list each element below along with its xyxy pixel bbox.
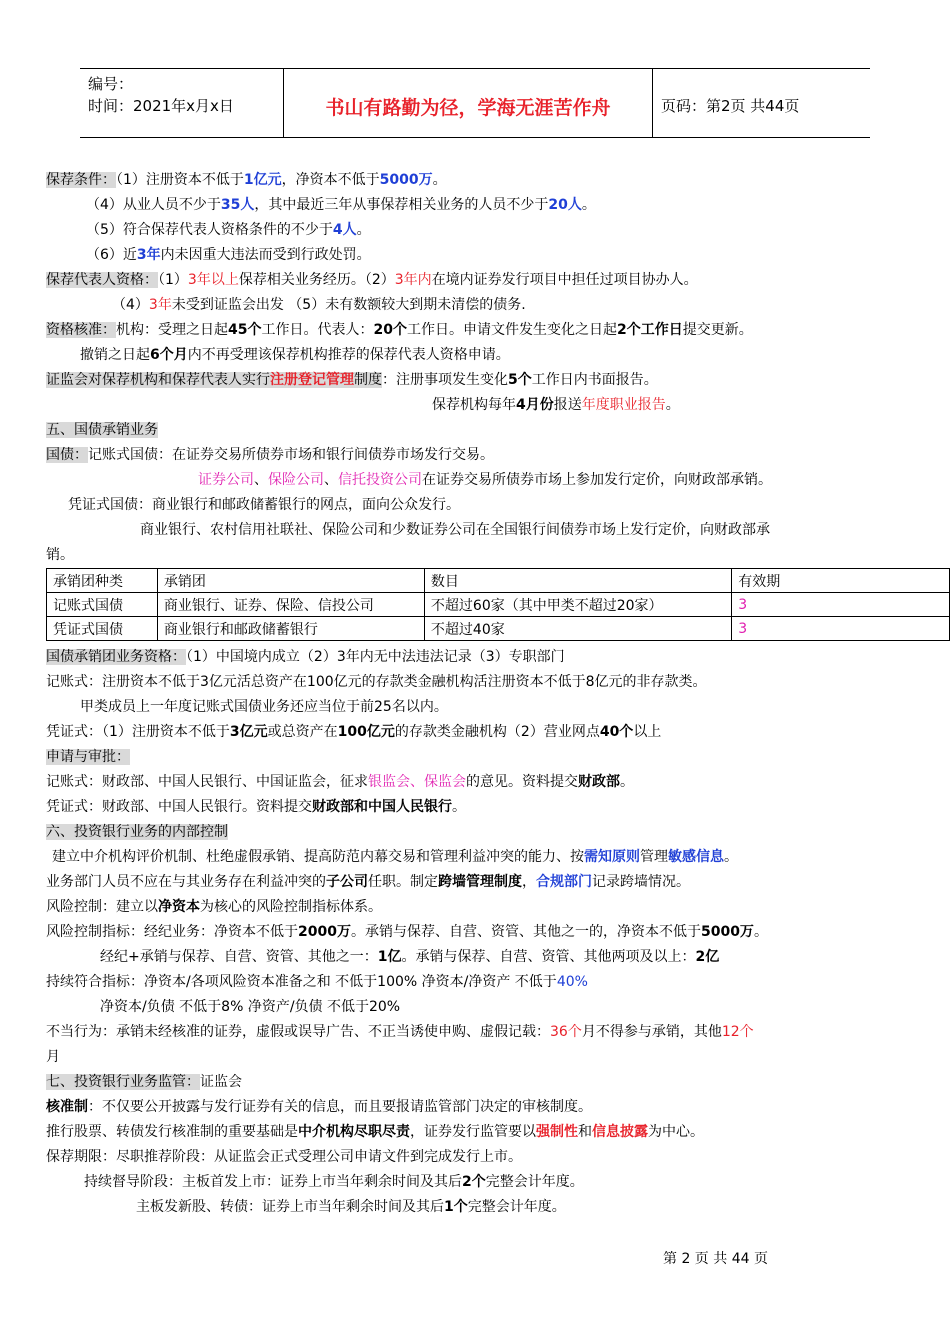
text-segment: 、 xyxy=(254,472,268,488)
text-segment: 。 xyxy=(452,799,466,815)
text-line xyxy=(46,897,382,917)
text-segment: 1个 xyxy=(444,1199,468,1215)
page-footer: 第 2 页 共 44 页 xyxy=(663,1251,768,1267)
text-segment: 记账式：注册资本不低于3亿元活总资产在100亿元的存款类金融机构活注册资本不低于8亿元的非存款类。 xyxy=(46,674,707,690)
text-segment: （1）注册资本不低于 xyxy=(116,172,244,188)
header-center-cell xyxy=(284,69,653,137)
text-segment: 甲类成员上一年度记账式国债业务还应当位于前25名以内。 xyxy=(80,699,448,715)
text-line xyxy=(46,1072,242,1092)
text-line xyxy=(46,822,228,842)
table-cell: 商业银行和邮政储蓄银行 xyxy=(157,617,424,641)
text-segment: 中介机构尽职尽责 xyxy=(298,1124,410,1140)
text-line xyxy=(46,722,661,742)
text-segment: 工作日。申请文件发生变化之日起 xyxy=(406,322,617,338)
text-segment: 销。 xyxy=(46,547,74,563)
text-segment: 子公司 xyxy=(326,874,368,890)
text-segment: （6）近 xyxy=(86,247,137,263)
text-segment: 2亿 xyxy=(695,949,720,965)
text-segment: 凭证式国债：商业银行和邮政储蓄银行的网点，面向公众发行。 xyxy=(68,497,460,513)
text-line xyxy=(84,1172,584,1192)
table-cell: 凭证式国债 xyxy=(47,617,158,641)
text-segment: 年度职业报告 xyxy=(581,397,666,413)
table-cell-period: 3 xyxy=(732,617,950,641)
text-segment: 35人 xyxy=(220,197,255,213)
table-row xyxy=(47,617,950,641)
text-segment: 核准制 xyxy=(46,1099,88,1115)
text-segment: 1亿 xyxy=(377,949,402,965)
page-header xyxy=(80,68,870,138)
text-segment: 。 xyxy=(620,774,634,790)
table-cell: 商业银行、证券、保险、信投公司 xyxy=(157,593,424,617)
text-segment: （1） xyxy=(158,272,188,288)
text-segment: 内未因重大违法而受到行政处罚。 xyxy=(160,247,371,263)
text-line xyxy=(80,345,510,365)
text-segment: 敏感信息 xyxy=(668,849,724,865)
text-line xyxy=(46,445,494,465)
text-segment: 保荐相关业务经历。（2） xyxy=(238,272,395,288)
text-segment: 凭证式：（1）注册资本不低于 xyxy=(46,724,230,740)
text-segment: 保荐条件： xyxy=(46,172,116,188)
text-line xyxy=(46,170,447,190)
text-segment: 36个 xyxy=(550,1024,582,1040)
text-segment: 。承销与保荐、自营、资管、其他两项及以上： xyxy=(401,949,696,965)
text-line xyxy=(100,997,400,1017)
text-segment: ，净资本不低于 xyxy=(281,172,380,188)
text-segment: 证监会 xyxy=(200,1074,242,1090)
underwriting-table xyxy=(46,568,950,641)
text-segment: 资格核准： xyxy=(46,322,116,338)
text-line xyxy=(46,1097,592,1117)
text-segment: 为核心的风险控制指标体系。 xyxy=(200,899,382,915)
text-segment: 建立中介机构评价机制、杜绝虚假承销、提高防范内幕交易和管理利益冲突的能力、按 xyxy=(52,849,584,865)
text-segment: 。 xyxy=(724,849,738,865)
text-segment: 工作日内书面报告。 xyxy=(531,372,658,388)
text-line xyxy=(46,972,588,992)
text-segment: 商业银行、农村信用社联社、保险公司和少数证券公司在全国银行间债券市场上发行定价，向财政部承 xyxy=(140,522,770,538)
table-cell: 记账式国债 xyxy=(47,593,158,617)
text-segment: 45个 xyxy=(228,322,262,338)
text-segment: 主板发新股、转债：证券上市当年剩余时间及其后 xyxy=(136,1199,444,1215)
text-segment: 3年内 xyxy=(394,272,432,288)
text-segment: 。承销与保荐、自营、资管、其他之一的，净资本不低于 xyxy=(350,924,701,940)
text-segment: 证监会对保荐机构和保荐代表人实行 xyxy=(46,372,270,388)
text-line xyxy=(46,370,658,390)
text-line xyxy=(46,872,690,892)
table-header-row xyxy=(47,569,950,593)
text-line xyxy=(86,220,371,240)
text-segment: 。 xyxy=(753,924,768,940)
text-line xyxy=(46,922,768,942)
text-segment: 和 xyxy=(578,1124,592,1140)
text-segment: 2个 xyxy=(462,1174,486,1190)
text-segment: 。 xyxy=(581,197,596,213)
page-number-label: 页码：第2页 共44页 xyxy=(661,97,800,115)
text-segment: 3年 xyxy=(148,297,172,313)
text-segment: ：注册事项发生变化 xyxy=(382,372,508,388)
text-segment: 在证券交易所债券市场上参加发行定价，向财政部承销。 xyxy=(422,472,772,488)
table-row xyxy=(47,593,950,617)
text-segment: 6个月 xyxy=(150,347,188,363)
text-segment: 在境内证券发行项目中担任过项目协办人。 xyxy=(431,272,698,288)
table-header-cell: 承销团 xyxy=(157,569,424,593)
text-segment: 保荐期限：尽职推荐阶段：从证监会正式受理公司申请文件到完成发行上市。 xyxy=(46,1149,522,1165)
text-segment: 财政部 xyxy=(578,774,620,790)
text-segment: 记账式：财政部、中国人民银行、中国证监会，征求 xyxy=(46,774,368,790)
motto-text: 书山有路勤为径，学海无涯苦作舟 xyxy=(325,97,611,119)
text-segment: 信息披露 xyxy=(592,1124,648,1140)
text-segment: 5000万 xyxy=(379,172,433,188)
text-segment: 记录跨墙情况。 xyxy=(592,874,690,890)
text-segment: 六、投资银行业务的内部控制 xyxy=(46,824,228,840)
text-segment: 的存款类金融机构（2）营业网点 xyxy=(394,724,600,740)
text-segment: 证券公司 xyxy=(198,472,254,488)
text-line xyxy=(80,697,448,717)
text-segment: 工作日。代表人： xyxy=(261,322,374,338)
text-line xyxy=(46,1122,704,1142)
text-segment: 内不再受理该保荐机构推荐的保荐代表人资格申请。 xyxy=(187,347,510,363)
text-line xyxy=(46,270,698,290)
text-segment: （4） xyxy=(112,297,149,313)
code-label: 编号： xyxy=(88,75,134,93)
text-segment: ：不仅要公开披露与发行证券有关的信息，而且要报请监管部门决定的审核制度。 xyxy=(88,1099,592,1115)
text-segment: 信托投资公司 xyxy=(338,472,422,488)
table-cell-period: 3 xyxy=(732,593,950,617)
header-left-cell xyxy=(80,69,284,137)
text-line xyxy=(52,847,738,867)
text-segment: （4）从业人员不少于 xyxy=(86,197,221,213)
text-segment: 合规部门 xyxy=(536,874,592,890)
text-line xyxy=(100,947,719,967)
text-segment: 不当行为：承销未经核准的证券，虚假或误导广告、不正当诱使申购、虚假记载： xyxy=(46,1024,550,1040)
text-segment: 以上 xyxy=(633,724,662,740)
text-segment: 100亿元 xyxy=(337,724,395,740)
text-segment: 月 xyxy=(46,1049,60,1065)
text-segment: 为中心。 xyxy=(648,1124,704,1140)
table-header-cell: 有效期 xyxy=(732,569,950,593)
text-line xyxy=(140,520,770,540)
text-segment: （1）中国境内成立（2）3年内无中法违法记录（3）专职部门 xyxy=(186,649,565,665)
text-segment: 管理 xyxy=(640,849,668,865)
text-segment: 申请与审批： xyxy=(46,749,130,765)
table-header-cell: 承销团种类 xyxy=(47,569,158,593)
text-segment: 跨墙管理制度 xyxy=(438,874,522,890)
text-segment: 五、国债承销业务 xyxy=(46,422,158,438)
text-segment: 、 xyxy=(324,472,338,488)
text-segment: （5）符合保荐代表人资格条件的不少于 xyxy=(86,222,333,238)
text-segment: 完整会计年度。 xyxy=(467,1199,566,1215)
text-segment: 持续督导阶段：主板首发上市：证券上市当年剩余时间及其后 xyxy=(84,1174,462,1190)
time-label: 时间：2021年x月x日 xyxy=(88,97,234,115)
text-segment: 机构：受理之日起 xyxy=(116,322,228,338)
text-segment: 3年 xyxy=(136,247,161,263)
text-segment: 的意见。资料提交 xyxy=(466,774,578,790)
text-segment: 月不得参与承销，其他 xyxy=(581,1024,722,1040)
text-line xyxy=(112,295,526,315)
text-segment: 净资本/负债 不低于8% 净资产/负债 不低于20% xyxy=(100,999,401,1015)
text-line xyxy=(86,195,596,215)
text-segment: 风险控制：建立以 xyxy=(46,899,158,915)
text-segment: 12个 xyxy=(721,1024,754,1040)
text-line xyxy=(86,245,371,265)
text-line xyxy=(46,672,707,692)
text-segment: 凭证式：财政部、中国人民银行。资料提交 xyxy=(46,799,312,815)
text-line xyxy=(68,495,460,515)
text-line xyxy=(46,1047,60,1067)
text-segment: 注册登记管理 xyxy=(270,372,354,388)
text-segment: 4人 xyxy=(332,222,357,238)
text-line xyxy=(46,747,130,767)
text-segment: 2个工作日 xyxy=(616,322,683,338)
text-line xyxy=(46,320,753,340)
text-segment: 七、投资银行业务监管： xyxy=(46,1074,200,1090)
text-line xyxy=(46,420,158,440)
text-line xyxy=(46,1147,522,1167)
table-header-cell: 数目 xyxy=(424,569,731,593)
text-segment: 提交更新。 xyxy=(682,322,753,338)
text-segment: 财政部和中国人民银行 xyxy=(312,799,452,815)
text-segment: 3年以上 xyxy=(187,272,239,288)
text-segment: 净资本 xyxy=(158,899,200,915)
text-line xyxy=(432,395,680,415)
text-segment: 4月份 xyxy=(516,397,554,413)
text-segment: 制度 xyxy=(354,372,382,388)
text-segment: 1亿元 xyxy=(243,172,282,188)
text-line xyxy=(136,1197,566,1217)
text-segment: ，证券发行监管要以 xyxy=(410,1124,536,1140)
text-segment: 20个 xyxy=(373,322,407,338)
text-segment: 。 xyxy=(356,222,371,238)
text-segment: 国债承销团业务资格： xyxy=(46,649,186,665)
text-segment: 5个 xyxy=(508,372,532,388)
text-segment: 需知原则 xyxy=(584,849,640,865)
text-segment: 业务部门人员不应在与其业务存在利益冲突的 xyxy=(46,874,326,890)
text-segment: 40个 xyxy=(599,724,634,740)
text-segment: 银监会、保监会 xyxy=(368,774,466,790)
text-segment: 强制性 xyxy=(536,1124,578,1140)
text-segment: 报送 xyxy=(553,397,582,413)
text-line xyxy=(46,772,634,792)
text-segment: 保荐代表人资格： xyxy=(46,272,158,288)
text-segment: 任职。制定 xyxy=(368,874,438,890)
text-segment: 。 xyxy=(665,397,680,413)
text-segment: 保险公司 xyxy=(268,472,324,488)
text-segment: 推行股票、转债发行核准制的重要基础是 xyxy=(46,1124,298,1140)
text-segment: 记账式国债：在证券交易所债券市场和银行间债券市场发行交易。 xyxy=(88,447,494,463)
text-segment: 或总资产在 xyxy=(267,724,338,740)
text-segment: 未受到证监会出发 （5）未有数额较大到期未清偿的债务. xyxy=(171,297,526,313)
text-segment: 2000万 xyxy=(298,924,351,940)
text-segment: 3亿元 xyxy=(229,724,268,740)
text-line xyxy=(46,647,565,667)
text-segment: 5000万 xyxy=(700,924,754,940)
text-segment: 完整会计年度。 xyxy=(485,1174,584,1190)
text-segment: 经纪+承销与保荐、自营、资管、其他之一： xyxy=(100,949,378,965)
text-line xyxy=(46,545,74,565)
text-segment: 国债： xyxy=(46,447,88,463)
text-line xyxy=(198,470,772,490)
text-segment: 撤销之日起 xyxy=(80,347,150,363)
text-segment: ， xyxy=(522,874,536,890)
text-line xyxy=(46,1022,754,1042)
text-segment: 保荐机构每年 xyxy=(432,397,516,413)
text-segment: ，其中最近三年从事保荐相关业务的人员不少于 xyxy=(254,197,549,213)
text-segment: 。 xyxy=(432,172,447,188)
text-segment: 20人 xyxy=(548,197,582,213)
table-cell: 不超过60家（其中甲类不超过20家） xyxy=(424,593,731,617)
header-right-cell xyxy=(653,69,870,137)
text-line xyxy=(46,797,466,817)
text-segment: 风险控制指标：经纪业务：净资本不低于 xyxy=(46,924,298,940)
text-segment: 40% xyxy=(556,974,588,990)
table-cell: 不超过40家 xyxy=(424,617,731,641)
text-segment: 持续符合指标：净资本/各项风险资本准备之和 不低于100% 净资本/净资产 不低于 xyxy=(46,974,557,990)
